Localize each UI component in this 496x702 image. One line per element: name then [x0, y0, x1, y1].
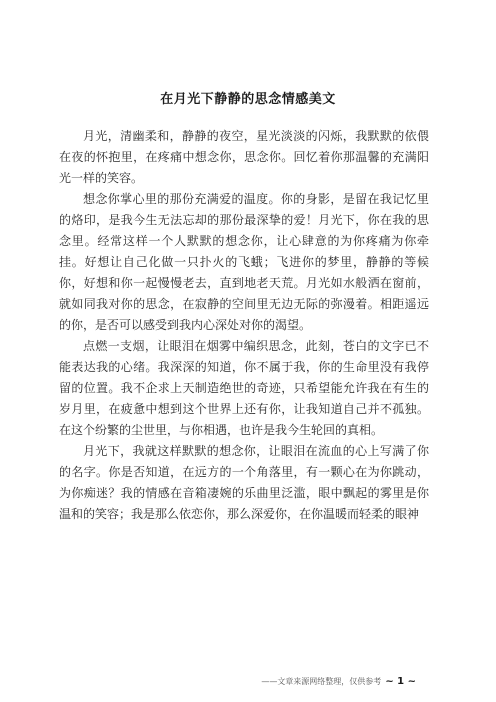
- source-note: ——文章来源网络整理，仅供参考: [261, 677, 382, 686]
- paragraph-1: 月光，清幽柔和，静静的夜空，星光淡淡的闪烁，我默默的依偎在夜的怀抱里，在疼痛中想念你，思念你。回忆着你那温馨的充满阳光一样的笑容。: [59, 129, 429, 185]
- paragraph-2: 想念你掌心里的那份充满爱的温度。你的身影，是留在我记忆里的烙印，是我今生无法忘却的那份最深挚的爱！月光下，你在我的思念里。经常这样一个人默默的想念你，让心肆意的为你疼痛为你牵挂。好想让自己化做一只扑火的飞蛾；飞进你的梦里，静静的等候你，好想和你一起慢慢老去，直到地老天荒。月光如水般洒在窗前，就如同我对你的思念，在寂静的空间里无边无际的弥漫着。相距遥远的你，是否可以感受到我内心深处对你的渴望。: [59, 192, 429, 332]
- document-title: 在月光下静静的思念情感美文: [160, 92, 336, 107]
- page-number: ~ 1 ~: [385, 676, 416, 687]
- page-footer: [0, 676, 496, 687]
- article-body: [59, 126, 429, 525]
- paragraph-4: 月光下，我就这样默默的想念你，让眼泪在流血的心上写满了你的名字。你是否知道，在远方的一个角落里，有一颗心在为你跳动，为你痴迷？我的情感在音箱凄婉的乐曲里泛滥，眼中飘起的雾里是你温和的笑容；我是那么依恋你，那么深爱你，在你温暖而轻柔的眼神: [59, 444, 429, 521]
- paragraph-3: 点燃一支烟，让眼泪在烟雾中编织思念，此刻，苍白的文字已不能表达我的心绪。我深深的知道，你不属于我，你的生命里没有我停留的位置。我不企求上天制造绝世的奇迹，只希望能允许我在有生的岁月里，在疲惫中想到这个世界上还有你，让我知道自己并不孤独。在这个纷繁的尘世里，与你相遇，也许是我今生轮回的真相。: [59, 339, 429, 437]
